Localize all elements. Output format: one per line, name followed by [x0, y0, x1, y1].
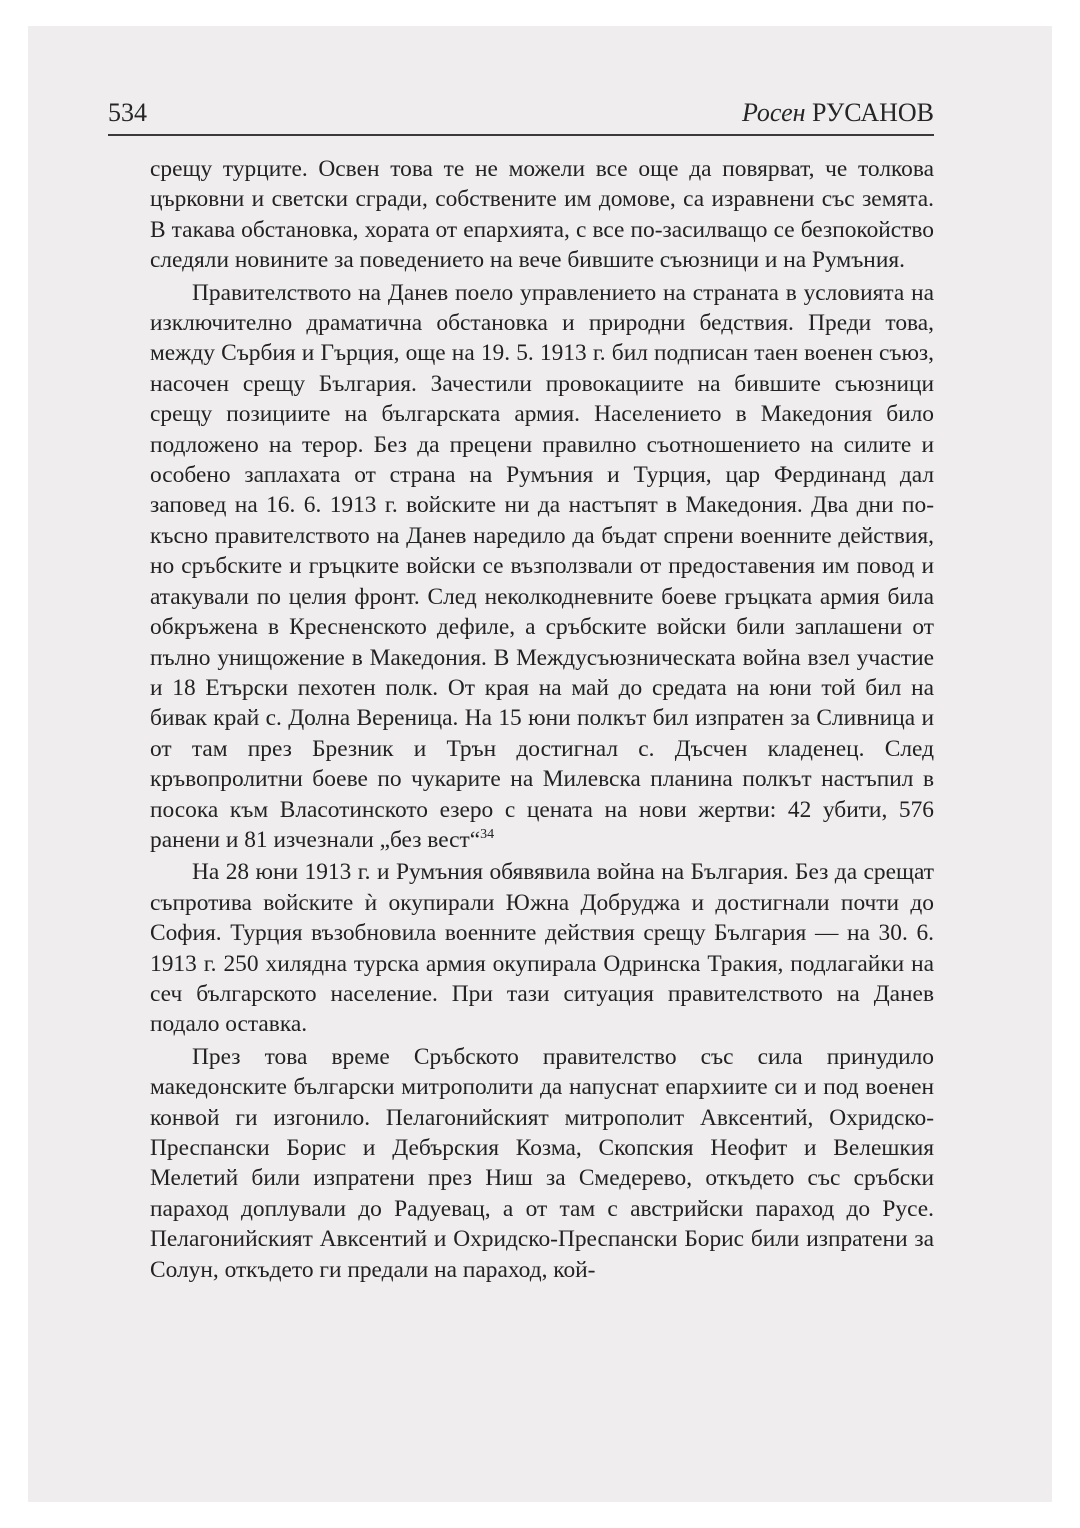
page-number: 534 — [108, 98, 147, 127]
paragraph-text: срещу турците. Освен това те не можели все още да повярват, че толкова църковни и светски сгради, собствените им домове, са изравнени със земята. В такава обстановка, хората от епархията, с все по-засилващо се безпокойство следяли новините за поведението на вече бившите съюзници и на Румъния. — [150, 156, 934, 274]
paragraph — [150, 1042, 934, 1285]
paragraph — [150, 278, 934, 856]
paragraph-text: Правителството на Данев поело управлението на страната в условията на изключително драматична обстановка и природни бедствия. Преди това, между Сърбия и Гърция, още на 19. 5. 1913 г. бил подписан таен военен съюз, насочен срещу България. Зачестили провокациите на бившите съюзници срещу позициите на българската армия. Населението в Македония било подложено на терор. Без да прецени правилно съотношението на силите и особено заплахата от страна на Румъния и Турция, цар Фердинанд дал заповед на 16. 6. 1913 г. войските ни да настъпят в Македония. Два дни по-късно правителството на Данев наредило да бъдат спрени военните действия, но сръбските и гръцките войски се възползвали от предоставения им повод и атакували по целия фронт. След неколкодневните боеве гръцката армия била обкръжена в Кресненското дефиле, а сръбските войски били заплашени от пълно унищожение в Македония. В Междусъюзническата война взел участие и 18 Етърски пехотен полк. От края на май до средата на юни той бил на бивак край с. Долна Вереница. На 15 юни полкът бил изпратен за Сливница и от там през Брезник и Трън достигнал с. Дъсчен кладенец. След кръвопролитни боеве по чукарите на Милевска планина полкът настъпил в посока към Власотинското езеро с цената на нови жертви: 42 убити, 576 ранени и 81 изчезнали „без вест“ — [150, 279, 934, 853]
paragraph — [150, 154, 934, 276]
paragraph-text: На 28 юни 1913 г. и Румъния обявявила война на България. Без да срещат съпротива войските ѝ окупирали Южна Добруджа и достигнали почти до София. Турция възобновила военните действия срещу България — на 30. 6. 1913 г. 250 хилядна турска армия окупирала Одринска Тракия, подлагайки на сеч българското население. При тази ситуация правителството на Данев подало оставка. — [150, 859, 934, 1038]
paragraph — [150, 857, 934, 1039]
body-text — [150, 154, 934, 1285]
author-last-name: РУСАНОВ — [812, 98, 934, 127]
footnote-marker: 34 — [480, 827, 495, 843]
running-head — [742, 96, 934, 130]
running-header — [108, 96, 934, 136]
author-first-name: Росен — [741, 98, 806, 127]
paragraph-text: През това време Сръбското правителство със сила принудило македонските български митрополити да напуснат епархиите си и под военен конвой ги изгонило. Пелагонийският митрополит Авксентий, Охридско-Преспански Борис и Дебърския Козма, Скопския Неофит и Велешкия Мелетий били изпратени през Ниш за Смедерево, откъдето със сръбски параход доплували до Радуевац, а от там с австрийски параход до Русе. Пелагонийският Авксентий и Охридско-Преспански Борис били изпратени за Солун, откъдето ги предали на параход, кой- — [150, 1043, 934, 1283]
